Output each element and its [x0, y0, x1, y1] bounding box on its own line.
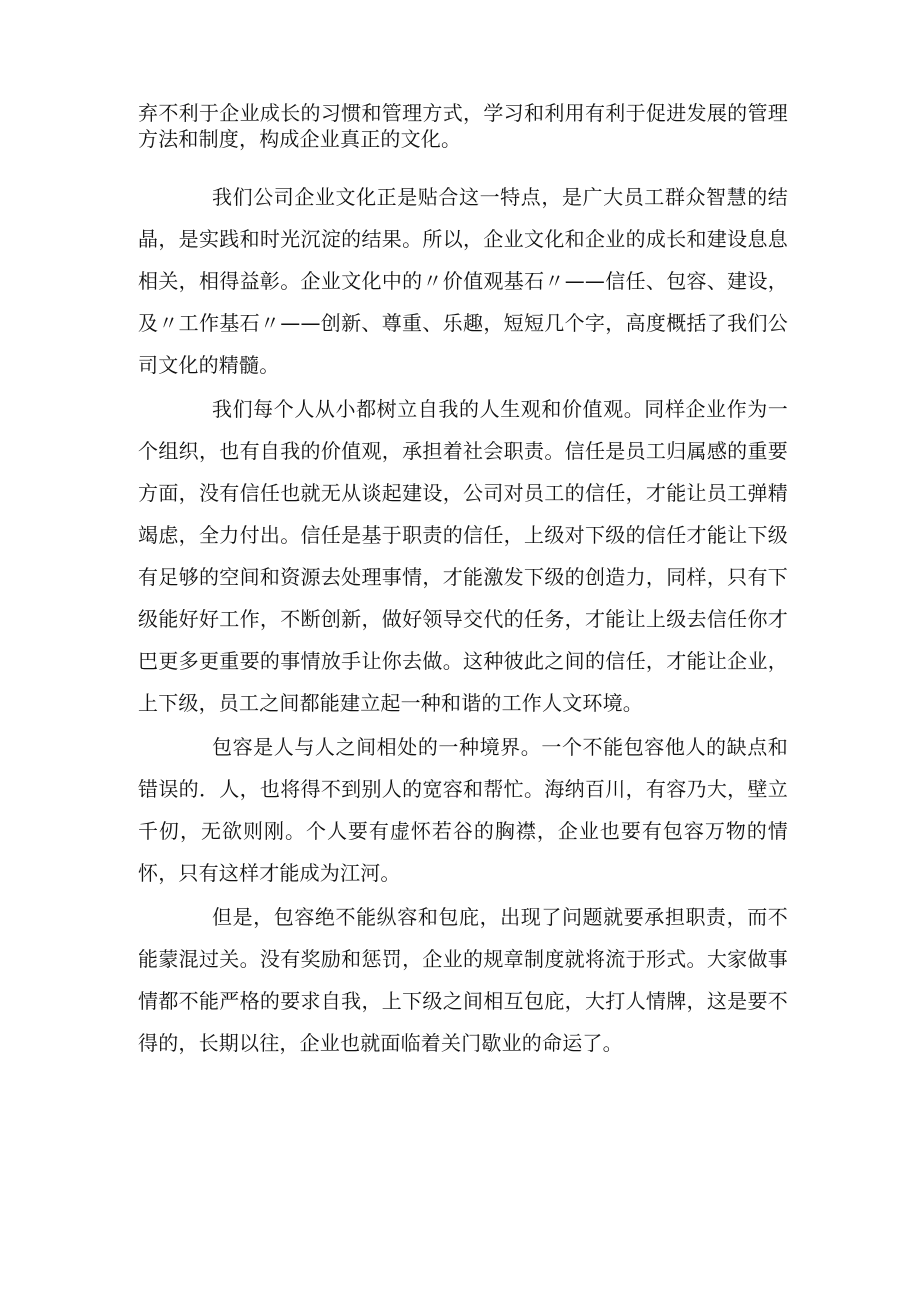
- paragraph-accountability: 但是，包容绝不能纵容和包庇，出现了问题就要承担职责，而不能蒙混过关。没有奖励和惩罚，企业的规章制度就将流于形式。大家做事情都不能严格的要求自我，上下级之间相互包庇，大打人情牌，这是要不得的，长期以往，企业也就面临着关门歇业的命运了。: [138, 905, 788, 1055]
- paragraph-trust: 我们每个人从小都树立自我的人生观和价值观。同样企业作为一个组织，也有自我的价值观，承担着社会职责。信任是员工归属感的重要方面，没有信任也就无从谈起建设，公司对员工的信任，才能让员工弹精竭虑，全力付出。信任是基于职责的信任，上级对下级的信任才能让下级有足够的空间和资源去处理事情，才能激发下级的创造力，同样，只有下级能好好工作，不断创新，做好领导交代的任务，才能让上级去信任你才巴更多更重要的事情放手让你去做。这种彼此之间的信任，才能让企业，上下级，员工之间都能建立起一种和谐的工作人文环境。: [138, 397, 788, 715]
- paragraph-continuation: 弃不利于企业成长的习惯和管理方式，学习和利用有利于促进发展的管理方法和制度，构成企业真正的文化。: [138, 101, 788, 151]
- paragraph-culture-values: 我们公司企业文化正是贴合这一特点，是广大员工群众智慧的结晶，是实践和时光沉淀的结果。所以，企业文化和企业的成长和建设息息相关，相得益彰。企业文化中的〃价值观基石〃——信任、包容、建设，及〃工作基石〃——创新、尊重、乐趣，短短几个字，高度概括了我们公司文化的精髓。: [138, 185, 788, 377]
- paragraph-tolerance: 包容是人与人之间相处的一种境界。一个不能包容他人的缺点和错误的．人，也将得不到别人的宽容和帮忙。海纳百川，有容乃大，壁立千仞，无欲则刚。个人要有虚怀若谷的胸襟，企业也要有包容万物的情怀，只有这样才能成为江河。: [138, 735, 788, 885]
- document-body: [138, 100, 788, 1066]
